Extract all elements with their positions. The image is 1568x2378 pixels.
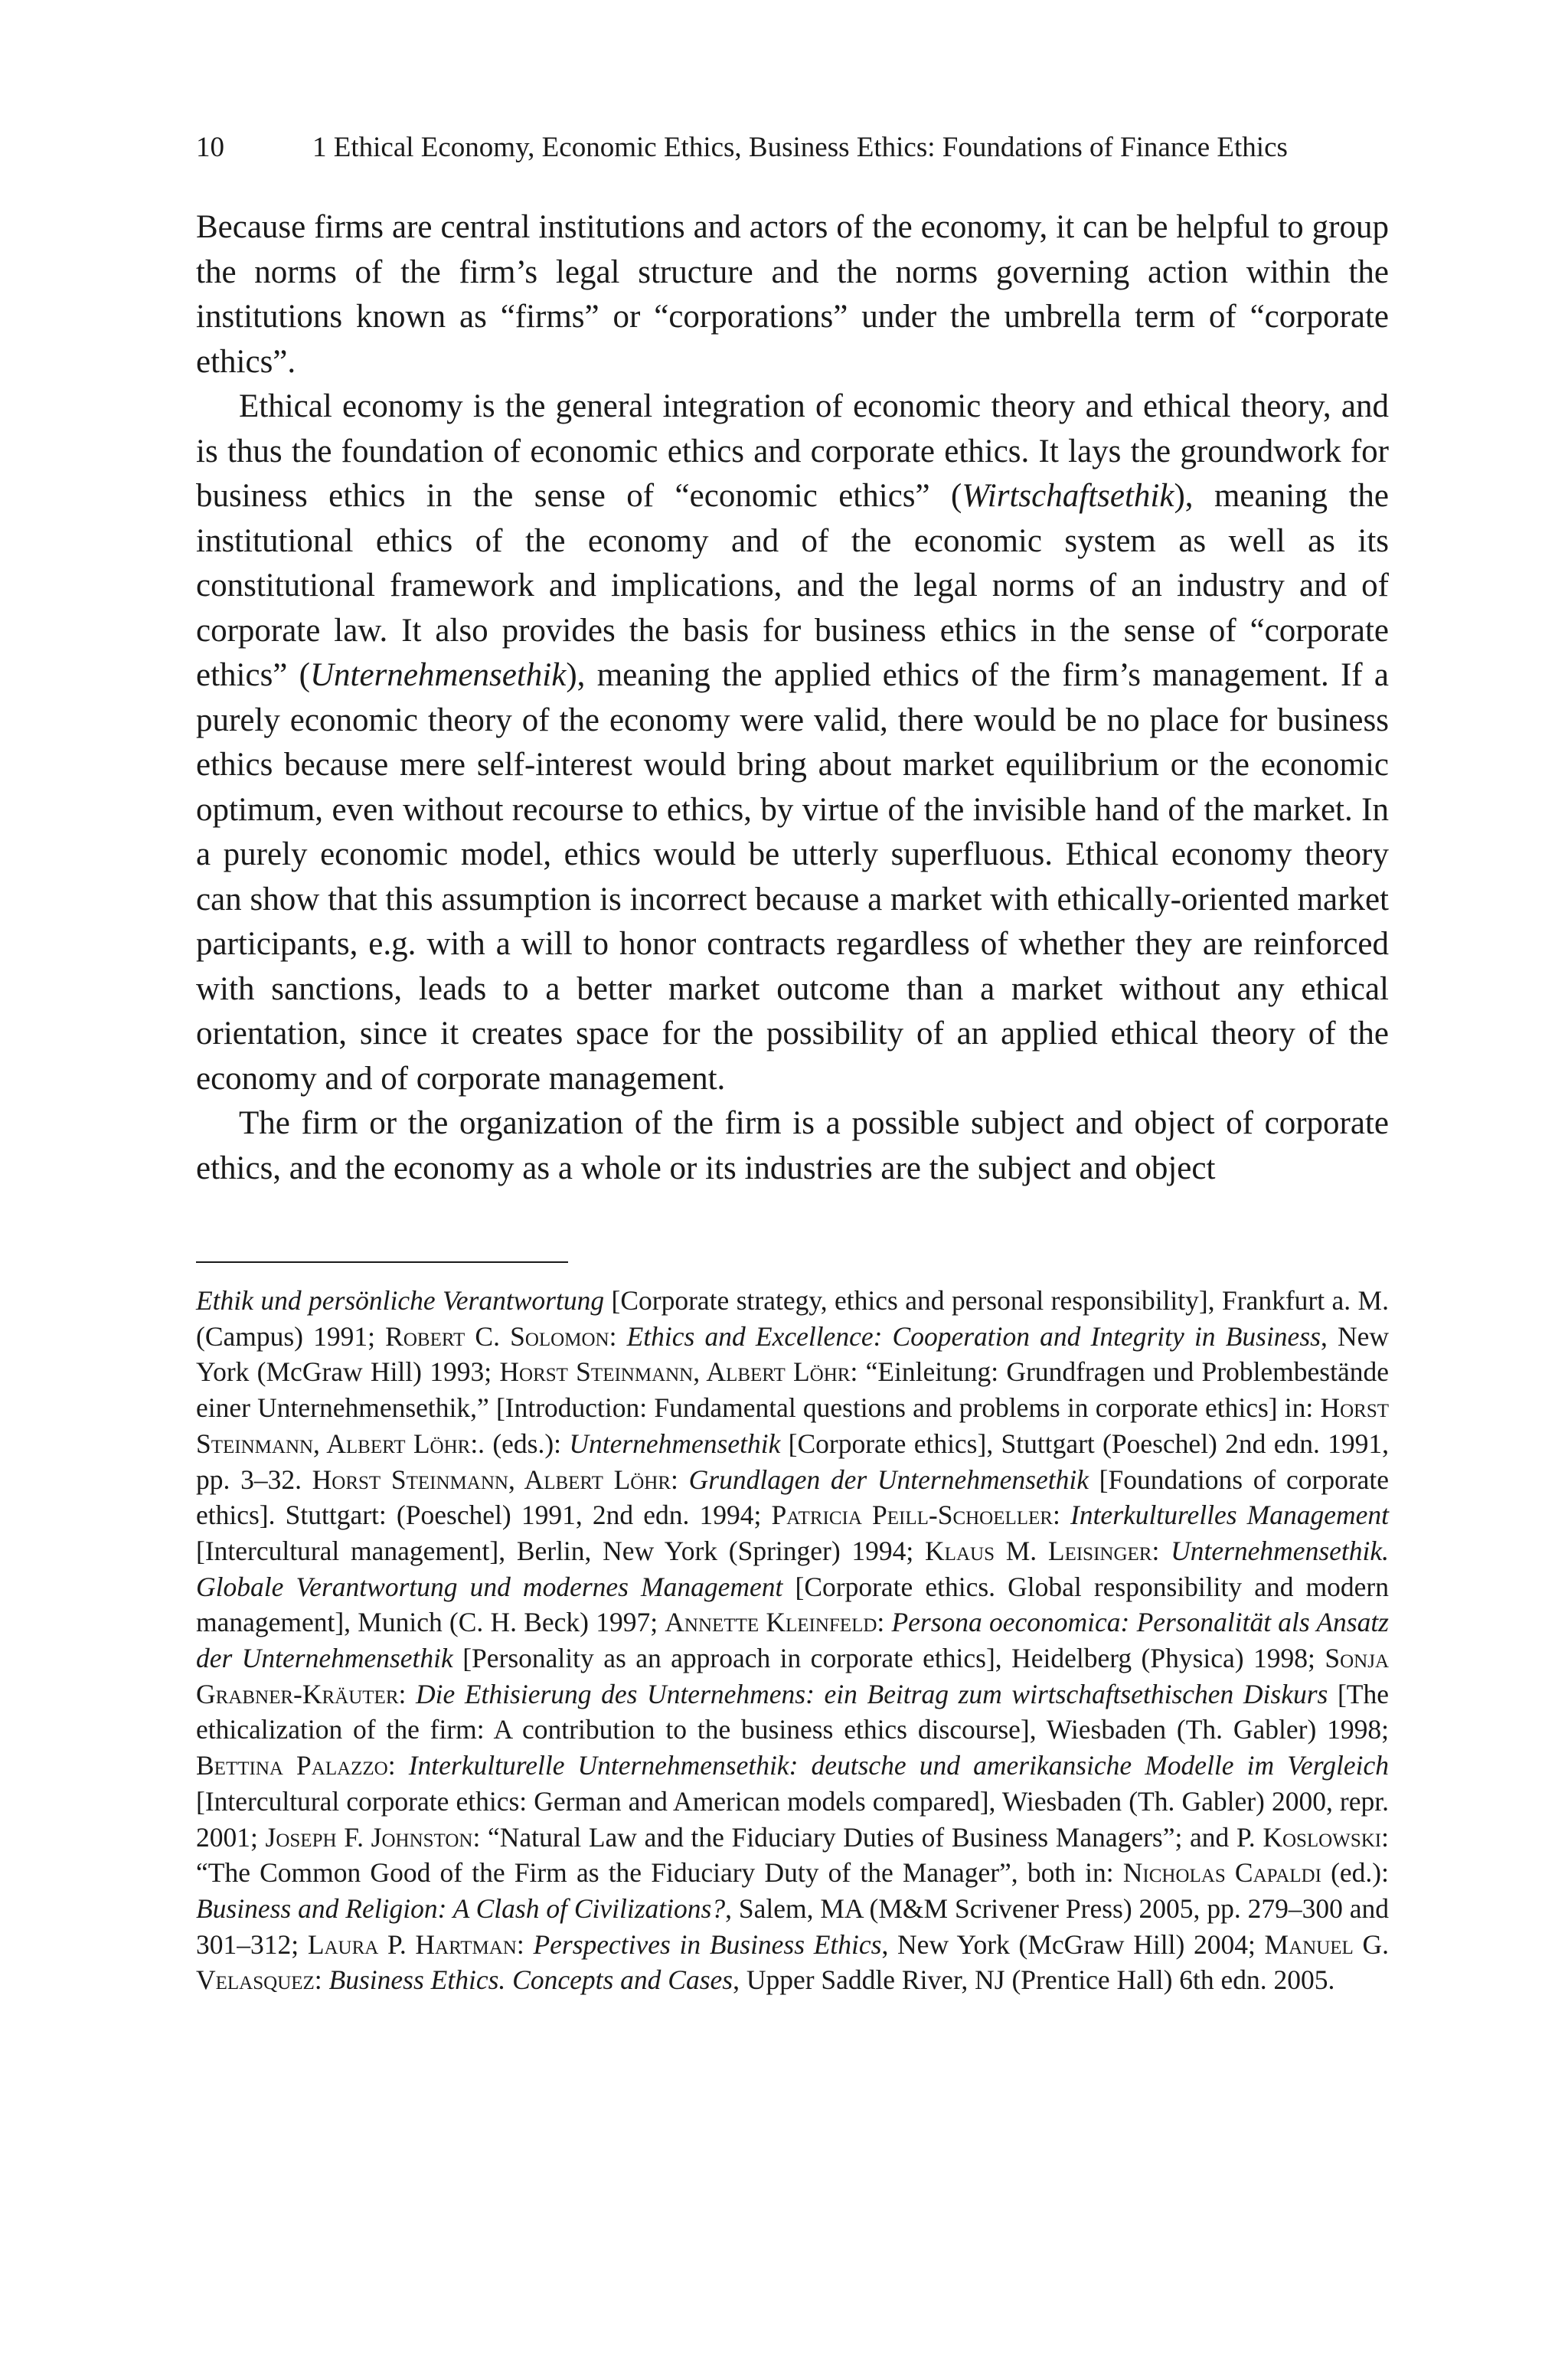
footnote-title: Business and Religion: A Clash of Civilizations? — [196, 1892, 726, 1924]
paragraph: The firm or the organization of the firm is a possible subject and object of corporate ethics, and the economy as a whole or its industries are the subject and object — [196, 1105, 1389, 1186]
footnote-text: [Intercultural management], Berlin, New York (Springer) 1994; — [196, 1535, 926, 1566]
footnote-author: Sonja Grabner-Kräuter — [196, 1643, 1389, 1709]
footnote-text: (ed.): — [1321, 1857, 1389, 1889]
footnote-title: Unternehmensethik — [569, 1428, 781, 1459]
footnote-text: : “The Common Good of the Firm as the Fiduciary Duty of the Manager”, both in: — [196, 1821, 1389, 1889]
running-head — [196, 129, 1389, 167]
german-term: Unternehmensethik — [310, 657, 567, 693]
footnote-text: , New York (McGraw Hill) 1993; — [196, 1320, 1390, 1388]
paragraph — [196, 384, 1389, 1101]
footnote-author: Annette Kleinfeld — [665, 1607, 877, 1638]
text-run: ), meaning the institutional ethics of the economy and of the economic system as well as its constitutional framework and implications, and the legal norms of an industry and of corporate law. It also provides the basis for business ethics in the sense of “corporate ethics” ( — [196, 478, 1389, 693]
footnote-text: : “Einleitung: Grundfragen und Problembestände einer Unternehmensethik,” [Introduction: Fundamental questions and problems in corporate ethics] in: — [196, 1356, 1389, 1424]
german-term: Wirtschaftsethik — [962, 478, 1174, 514]
footnote-text: [Personality as an approach in corporate ethics], Heidelberg (Physica) 1998; — [452, 1643, 1325, 1674]
footnote-text: : — [1053, 1500, 1070, 1531]
footnote-author: Koslowski — [1263, 1821, 1382, 1853]
footnote-text: [Foundations of corporate ethics]. Stuttgart: (Poeschel) 1991, 2nd edn. 1994; — [196, 1464, 1390, 1531]
footnote-text: : — [1152, 1535, 1171, 1566]
footnote-title: Die Ethisierung des Unternehmens: ein Beitrag zum wirtschaftsethischen Diskurs — [415, 1678, 1328, 1709]
footnote-text: [Intercultural corporate ethics: German and American models compared], Wiesbaden (Th. Gabler) 2000, repr. 2001; — [196, 1785, 1389, 1853]
footnote-text: :. (eds.): — [470, 1428, 570, 1459]
footnote-author: Bettina Palazzo — [196, 1750, 388, 1781]
footnote-separator — [196, 1261, 568, 1263]
main-text — [196, 205, 1389, 1191]
footnote-text: : — [671, 1464, 689, 1495]
footnote-text: : — [314, 1964, 329, 1996]
footnote-text: , Salem, MA (M&M Scrivener Press) 2005, pp. 279–300 and 301–312; — [196, 1892, 1389, 1960]
footnote-author: Horst Steinmann, Albert Löhr — [499, 1356, 851, 1388]
page-number: 10 — [196, 132, 224, 163]
footnote-author: Robert C. Solomon — [385, 1320, 609, 1352]
footnote-title: Interkulturelles Management — [1070, 1500, 1390, 1531]
footnote-author: Horst Steinmann, Albert Löhr — [196, 1392, 1389, 1459]
footnote-text: : — [609, 1320, 627, 1352]
footnote-title: Interkulturelle Unternehmensethik: deutsche und amerikansiche Modelle im Vergleich — [408, 1750, 1389, 1781]
footnote-text: : — [877, 1607, 892, 1638]
footnote-title: Ethik und persönliche Verantwortung — [196, 1285, 605, 1316]
footnote — [196, 1283, 1389, 1998]
footnote-text: , Upper Saddle River, NJ (Prentice Hall) 6th edn. 2005. — [733, 1964, 1335, 1996]
footnote-author: Patricia Peill-Schoeller — [771, 1500, 1053, 1531]
footnote-text: [Corporate ethics], Stuttgart (Poeschel) 2nd edn. 1991, pp. 3–32. — [196, 1428, 1389, 1495]
footnote-title: Perspectives in Business Ethics — [533, 1928, 882, 1960]
footnote-author: Klaus M. Leisinger — [925, 1535, 1152, 1566]
footnote-author: Laura P. Hartman — [307, 1928, 517, 1960]
footnote-text: : “Natural Law and the Fiduciary Duties of Business Managers”; and P. — [472, 1821, 1263, 1853]
book-page — [196, 0, 1389, 2378]
footnote-text: [Corporate strategy, ethics and personal responsibility], Frankfurt a. M. (Campus) 1991; — [196, 1285, 1389, 1352]
footnote-title: Unternehmensethik. Globale Verantwortung und modernes Management — [196, 1535, 1389, 1602]
chapter-title: 1 Ethical Economy, Economic Ethics, Business Ethics: Foundations of Finance Ethics — [312, 132, 1288, 163]
footnote-text: : — [516, 1928, 534, 1960]
text-run: Ethical economy is the general integration of economic theory and ethical theory, and is thus the foundation of economic ethics and corporate ethics. It lays the groundwork for business ethics in the sense of “economic ethics” ( — [196, 388, 1389, 514]
footnote-title: Business Ethics. Concepts and Cases — [328, 1964, 733, 1996]
footnote-title: Ethics and Excellence: Cooperation and Integrity in Business — [626, 1320, 1321, 1352]
paragraph: Because firms are central institutions and actors of the economy, it can be helpful to group the norms of the firm’s legal structure and the norms governing action within the institutions known as “firms” or “corporations” under the umbrella term of “corporate ethics”. — [196, 209, 1389, 380]
footnote-author: Nicholas Capaldi — [1122, 1857, 1321, 1889]
footnote-text: : — [387, 1750, 409, 1781]
footnote-text: : — [398, 1678, 416, 1709]
footnote-author: Manuel G. Velasquez — [196, 1928, 1389, 1996]
footnote-title: Persona oeconomica: Personalität als Ansatz der Unternehmensethik — [196, 1607, 1389, 1674]
footnote-text: [The ethicalization of the firm: A contribution to the business ethics discourse], Wiesbaden (Th. Gabler) 1998; — [196, 1678, 1389, 1745]
footnote-title: Grundlagen der Unternehmensethik — [688, 1464, 1089, 1495]
footnote-text: , New York (McGraw Hill) 2004; — [881, 1928, 1265, 1960]
footnote-text: [Corporate ethics. Global responsibility and modern management], Munich (C. H. Beck) 1997; — [196, 1571, 1390, 1638]
footnote-author: Joseph F. Johnston — [265, 1821, 473, 1853]
text-run: ), meaning the applied ethics of the firm’s management. If a purely economic theory of the economy were valid, there would be no place for business ethics because mere self-interest would bring about market equilibrium or the economic optimum, even without recourse to ethics, by virtue of the invisible hand of the market. In a purely economic model, ethics would be utterly superfluous. Ethical economy theory can show that this assumption is incorrect because a market with ethically-oriented market participants, e.g. with a will to honor contracts regardless of whether they are reinforced with sanctions, leads to a better market outcome than a market without any ethical orientation, since it creates space for the possibility of an applied ethical theory of the economy and of corporate management. — [196, 657, 1390, 1097]
footnote-author: Horst Steinmann, Albert Löhr — [312, 1464, 671, 1495]
